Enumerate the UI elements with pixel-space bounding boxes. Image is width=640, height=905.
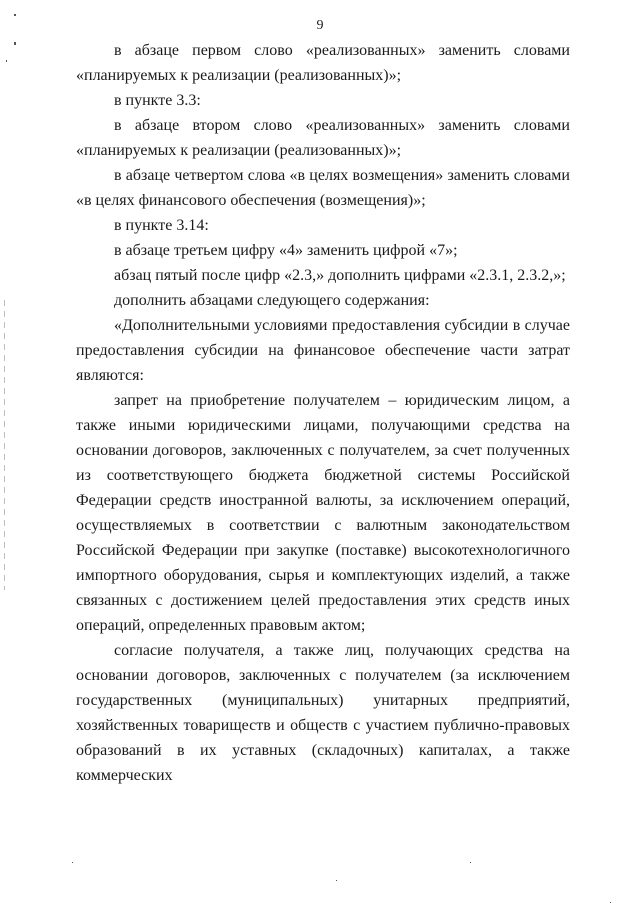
- paragraph: в абзаце первом слово «реализованных» заменить словами «планируемых к реализации (реализованных)»;: [76, 42, 570, 84]
- scan-speck: [470, 862, 471, 863]
- paragraph: в пункте 3.14:: [114, 217, 209, 234]
- scan-speck: [610, 902, 611, 903]
- scan-speck: [72, 862, 73, 863]
- paragraph: в абзаце третьем цифру «4» заменить цифрой «7»;: [114, 242, 458, 259]
- paragraph: в абзаце втором слово «реализованных» заменить словами «планируемых к реализации (реализованных)»;: [76, 117, 570, 159]
- scan-speck: [14, 42, 16, 45]
- scan-binding-edge: [4, 300, 5, 590]
- page-number: 9: [316, 18, 324, 33]
- scan-speck: [6, 60, 7, 62]
- scan-speck: [14, 14, 16, 16]
- paragraph: в пункте 3.3:: [114, 92, 201, 109]
- paragraph: согласие получателя, а также лиц, получающих средства на основании договоров, заключенных с получателем (за исключением государственных (муниципальных) унитарных предприятий, хозяйственных товариществ и обществ с участием публично-правовых образований в их уставных (складочных) капиталах, а также коммерческих: [76, 642, 570, 784]
- paragraph: запрет на приобретение получателем – юридическим лицом, а также иными юридическими лицами, получающими средства на основании договоров, заключенных с получателем, за счет полученных из соответствующего бюджета бюджетной системы Российской Федерации средств иностранной валюты, за исключением операций, осуществляемых в соответствии с валютным законодательством Российской Федерации при закупке (поставке) высокотехнологичного импортного оборудования, сырья и комплектующих изделий, а также связанных с достижением целей предоставления этих средств иных операций, определенных правовым актом;: [76, 392, 570, 634]
- paragraph: дополнить абзацами следующего содержания:: [114, 292, 430, 309]
- paragraph: абзац пятый после цифр «2.3,» дополнить цифрами «2.3.1, 2.3.2,»;: [114, 267, 566, 284]
- document-body: [76, 38, 570, 788]
- paragraph: в абзаце четвертом слова «в целях возмещения» заменить словами «в целях финансового обеспечения (возмещения)»;: [76, 167, 570, 209]
- paragraph: «Дополнительными условиями предоставления субсидии в случае предоставления субсидии на финансовое обеспечение части затрат являются:: [76, 317, 570, 384]
- scan-speck: [336, 880, 337, 881]
